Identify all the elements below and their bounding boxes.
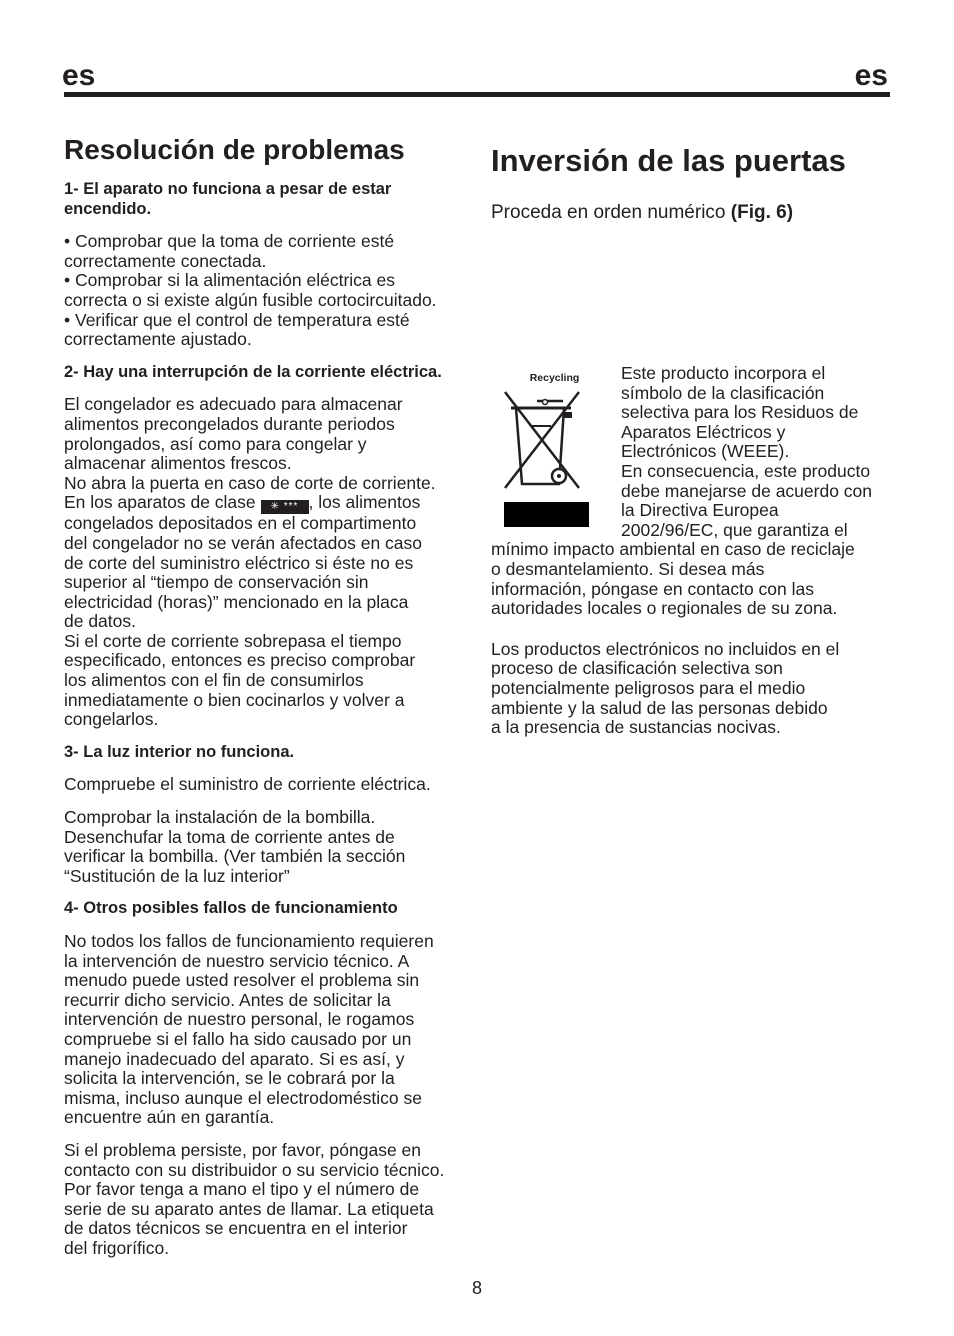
text-line: En consecuencia, este producto [621, 460, 871, 481]
header-rule [64, 92, 890, 97]
text-line: la Directiva Europea [621, 500, 779, 521]
text-line: Comprobar la instalación de la bombilla. [64, 807, 376, 828]
problem-2-class-line [64, 493, 466, 514]
recycling-label: Recycling [529, 372, 580, 384]
text-line: potencialmente peligrosos para el medio [491, 677, 806, 698]
text-line: almacenar alimentos frescos. [64, 453, 292, 474]
text-line: • Comprobar si la alimentación eléctrica es [64, 270, 395, 291]
text-line: solicita la intervención, se le cobrará por la [64, 1068, 395, 1089]
troubleshooting-title: Resolución de problemas [64, 134, 405, 165]
text-line: correctamente conectada. [64, 250, 267, 271]
figure-reference: (Fig. 6) [730, 202, 794, 223]
text-line: símbolo de la clasificación [621, 382, 825, 403]
problem-4-text [64, 932, 466, 1128]
text-line: superior al “tiempo de conservación sin [64, 572, 369, 593]
text-line: contacto con su distribuidor o su servicio técnico. [64, 1159, 445, 1180]
text-line: Este producto incorpora el [621, 363, 826, 383]
text-line: de datos. [64, 611, 136, 632]
hazard-text [491, 640, 891, 738]
text-line: compruebe si el fallo ha sido causado por un [64, 1028, 412, 1049]
recycling-notice [491, 364, 891, 738]
class-text-before: En los aparatos de clase [64, 492, 261, 513]
freezer-star-rating-icon: ✳ *** [261, 500, 309, 514]
text-line: de datos técnicos se encuentra en el interior [64, 1218, 408, 1239]
problem-2-text-a [64, 395, 466, 493]
weee-symbol [501, 366, 608, 536]
text-line: Por favor tenga a mano el tipo y el número de [64, 1179, 420, 1200]
page-number: 8 [471, 1278, 482, 1298]
text-line: No abra la puerta en caso de corte de corriente. [64, 472, 436, 493]
text-line: • Comprobar que la toma de corriente esté [64, 231, 395, 252]
text-line: a la presencia de sustancias nocivas. [491, 717, 781, 738]
text-line: misma, incluso aunque el electrodoméstico se [64, 1087, 422, 1108]
text-line: correcta o si existe algún fusible cortocircuitado. [64, 289, 437, 310]
text-line: correctamente ajustado. [64, 329, 252, 350]
text-line: menudo puede usted resolver el problema sin [64, 970, 420, 991]
text-line: los alimentos con el fin de consumirlos [64, 670, 364, 691]
text-line: recurrir dicho servicio. Antes de solicitar la [64, 989, 391, 1010]
text-line: • Verificar que el control de temperatura esté [64, 309, 410, 330]
text-line: serie de su aparato antes de llamar. La etiqueta [64, 1198, 434, 1219]
instruction-text: Proceda en orden numérico [491, 202, 731, 223]
text-line: encuentre aún en garantía. [64, 1107, 275, 1128]
problem-persists-text [64, 1141, 466, 1259]
text-line: Desenchufar la toma de corriente antes de [64, 826, 395, 847]
problem-2-heading: 2- Hay una interrupción de la corriente eléctrica. [64, 362, 442, 381]
problem-3-heading: 3- La luz interior no funciona. [64, 742, 295, 761]
text-line: autoridades locales o regionales de su zona. [491, 598, 838, 619]
class-text-after: , los alimentos [308, 492, 421, 513]
problem-3-text-2 [64, 808, 466, 886]
text-line: intervención de nuestro personal, le rogamos [64, 1009, 415, 1030]
text-line: inmediatamente o bien cocinarlos y volver a [64, 689, 405, 710]
text-line: de corte del suministro eléctrico si éste no es [64, 552, 414, 573]
text-line: electricidad (horas)” mencionado en la placa [64, 591, 409, 612]
problem-3-text-1: Compruebe el suministro de corriente eléctrica. [64, 774, 431, 795]
text-line: congelados depositados en el compartimento [64, 513, 417, 534]
text-line: Los productos electrónicos no incluidos en el [491, 638, 840, 659]
text-line: El congelador es adecuado para almacenar [64, 394, 403, 415]
problem-2-text-b [64, 514, 466, 730]
text-line: prolongados, así como para congelar y [64, 433, 367, 454]
weee-black-bar [504, 502, 589, 527]
text-line: especificado, entonces es preciso comprobar [64, 650, 416, 671]
text-line: “Sustitución de la luz interior” [64, 865, 290, 886]
text-line: Electrónicos (WEEE). [621, 441, 790, 462]
troubleshooting-section [64, 133, 466, 1259]
text-line: del congelador no se verán afectados en caso [64, 532, 423, 553]
language-code-left: es [62, 59, 96, 92]
text-line: manejo inadecuado del aparato. Si es así, y [64, 1048, 405, 1069]
text-line: ambiente y la salud de las personas debido [491, 697, 828, 718]
weee-crossed-bin-icon [501, 386, 608, 498]
problem-4-heading: 4- Otros posibles fallos de funcionamiento [64, 899, 398, 918]
text-line: Si el problema persiste, por favor, póngase en [64, 1139, 422, 1160]
text-line: debe manejarse de acuerdo con [621, 480, 873, 501]
text-line: Aparatos Eléctricos y [621, 421, 786, 442]
text-line: proceso de clasificación selectiva son [491, 658, 783, 679]
door-reversal-title: Inversión de las puertas [491, 143, 846, 178]
text-line: o desmantelamiento. Si desea más [491, 558, 765, 579]
text-line: la intervención de nuestro servicio técnico. A [64, 950, 410, 971]
text-line: No todos los fallos de funcionamiento requieren [64, 931, 434, 951]
text-line: Si el corte de corriente sobrepasa el tiempo [64, 630, 402, 651]
text-line: verificar la bombilla. (Ver también la sección [64, 846, 406, 867]
text-line: información, póngase en contacto con las [491, 578, 814, 599]
door-reversal-section [491, 142, 891, 738]
text-line: del frigorífico. [64, 1237, 170, 1258]
door-instruction [491, 202, 891, 224]
text-line: 2002/96/EC, que garantiza el [621, 519, 848, 540]
problem-1-text [64, 232, 466, 350]
text-line: alimentos precongelados durante periodos [64, 413, 395, 434]
text-line: congelarlos. [64, 709, 159, 730]
recycling-text-full [491, 540, 891, 618]
language-code-right: es [854, 59, 888, 92]
text-line: mínimo impacto ambiental en caso de reciclaje [491, 539, 855, 560]
problem-1-heading: 1- El aparato no funciona a pesar de estar encendido. [64, 180, 392, 218]
text-line: selectiva para los Residuos de [621, 402, 859, 423]
